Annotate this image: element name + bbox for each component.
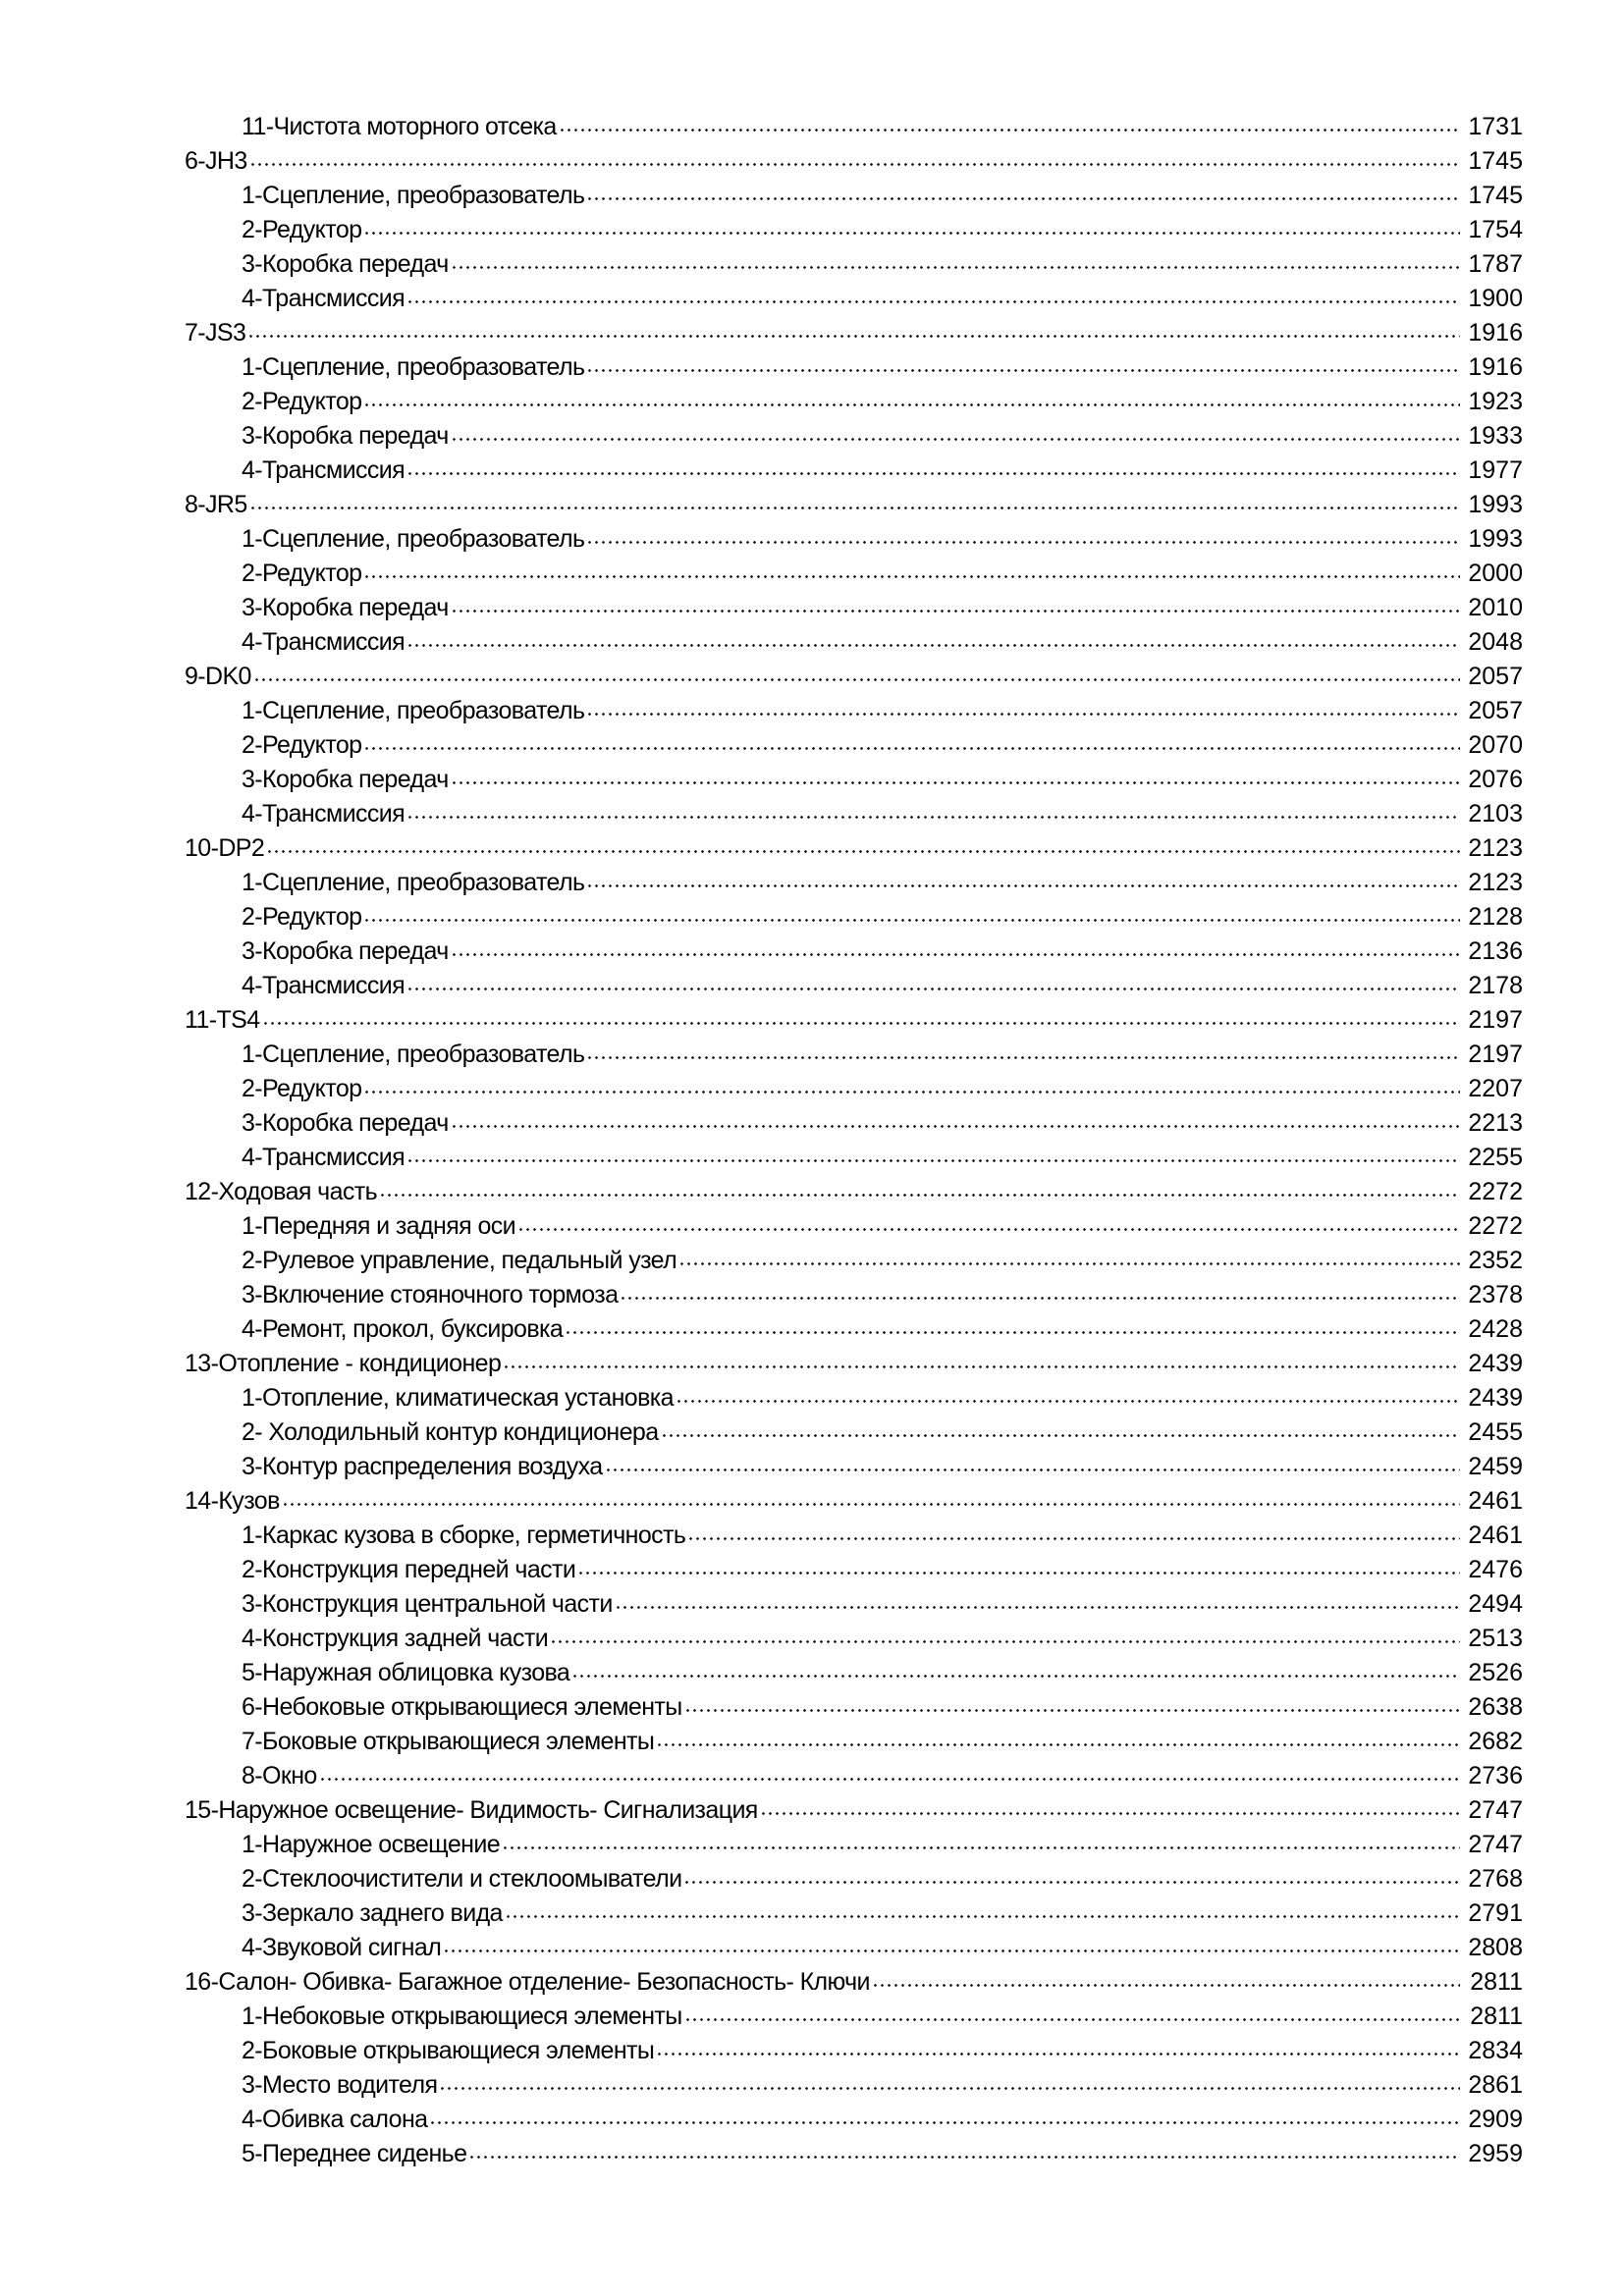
toc-page-number: 2455 bbox=[1468, 1418, 1523, 1446]
dot-leader bbox=[406, 300, 1460, 303]
toc-subsection-entry[interactable] bbox=[185, 1725, 1523, 1759]
toc-subsection-entry[interactable] bbox=[185, 282, 1523, 316]
toc-subsection-entry[interactable] bbox=[185, 419, 1523, 454]
dot-leader bbox=[620, 1297, 1460, 1300]
toc-page-number: 2136 bbox=[1468, 937, 1523, 965]
toc-page-number: 1993 bbox=[1468, 525, 1523, 553]
toc-entry-title: 2-Редуктор bbox=[242, 388, 362, 415]
toc-page-number: 2736 bbox=[1468, 1762, 1523, 1789]
toc-entry-title: 10-DP2 bbox=[185, 834, 265, 862]
toc-section-entry[interactable] bbox=[185, 1175, 1523, 1209]
table-of-contents bbox=[185, 110, 1523, 2171]
toc-page-number: 1754 bbox=[1468, 216, 1523, 243]
toc-subsection-entry[interactable] bbox=[185, 1896, 1523, 1931]
toc-entry-title: 3-Коробка передач bbox=[242, 766, 449, 793]
toc-entry-title: 11-TS4 bbox=[185, 1006, 260, 1034]
dot-leader bbox=[605, 1468, 1460, 1471]
dot-leader bbox=[451, 781, 1460, 784]
toc-entry-title: 1-Сцепление, преобразователь bbox=[242, 525, 585, 553]
toc-page-number: 1787 bbox=[1468, 250, 1523, 278]
toc-subsection-entry[interactable] bbox=[185, 1141, 1523, 1175]
toc-subsection-entry[interactable] bbox=[185, 247, 1523, 282]
dot-leader bbox=[249, 163, 1460, 166]
toc-subsection-entry[interactable] bbox=[185, 866, 1523, 900]
dot-leader bbox=[684, 2018, 1460, 2021]
toc-entry-title: 4-Звуковой сигнал bbox=[242, 1934, 442, 1961]
toc-entry-title: 6-Небоковые открывающиеся элементы bbox=[242, 1693, 682, 1721]
toc-subsection-entry[interactable] bbox=[185, 625, 1523, 660]
dot-leader bbox=[247, 335, 1460, 338]
toc-entry-title: 3-Конструкция центральной части bbox=[242, 1590, 613, 1618]
toc-subsection-entry[interactable] bbox=[185, 1106, 1523, 1141]
dot-leader bbox=[586, 369, 1460, 372]
dot-leader bbox=[363, 1091, 1460, 1094]
toc-subsection-entry[interactable] bbox=[185, 1931, 1523, 1965]
dot-leader bbox=[559, 129, 1460, 132]
toc-entry-title: 2-Рулевое управление, педальный узел bbox=[242, 1247, 677, 1274]
dot-leader bbox=[586, 713, 1460, 716]
toc-entry-title: 3-Коробка передач bbox=[242, 594, 449, 621]
toc-subsection-entry[interactable] bbox=[185, 1553, 1523, 1587]
toc-subsection-entry[interactable] bbox=[185, 1415, 1523, 1450]
toc-subsection-entry[interactable] bbox=[185, 1312, 1523, 1347]
dot-leader bbox=[586, 884, 1460, 887]
toc-entry-title: 1-Небоковые открывающиеся элементы bbox=[242, 2002, 682, 2030]
toc-subsection-entry[interactable] bbox=[185, 1622, 1523, 1656]
toc-entry-title: 14-Кузов bbox=[185, 1487, 280, 1515]
toc-page-number: 2811 bbox=[1470, 1968, 1523, 1996]
toc-page-number: 2747 bbox=[1468, 1796, 1523, 1824]
dot-leader bbox=[468, 2156, 1460, 2159]
toc-page-number: 2428 bbox=[1468, 1315, 1523, 1343]
dot-leader bbox=[406, 644, 1460, 647]
toc-subsection-entry[interactable] bbox=[185, 1038, 1523, 1072]
dot-leader bbox=[363, 919, 1460, 922]
toc-entry-title: 1-Наружное освещение bbox=[242, 1831, 501, 1858]
toc-page-number: 2461 bbox=[1468, 1522, 1523, 1549]
toc-entry-title: 4-Трансмиссия bbox=[242, 628, 406, 656]
toc-entry-title: 3-Коробка передач bbox=[242, 422, 449, 450]
dot-leader bbox=[451, 610, 1460, 613]
toc-page-number: 2048 bbox=[1468, 628, 1523, 656]
toc-page-number: 2272 bbox=[1468, 1212, 1523, 1240]
toc-entry-title: 5-Наружная облицовка кузова bbox=[242, 1659, 570, 1686]
toc-section-entry[interactable] bbox=[185, 1347, 1523, 1381]
toc-entry-title: 2-Стеклоочистители и стеклоомыватели bbox=[242, 1865, 682, 1893]
toc-subsection-entry[interactable] bbox=[185, 1828, 1523, 1862]
toc-section-entry[interactable] bbox=[185, 660, 1523, 694]
dot-leader bbox=[505, 1915, 1460, 1918]
dot-leader bbox=[760, 1812, 1460, 1815]
dot-leader bbox=[683, 1881, 1460, 1884]
dot-leader bbox=[249, 507, 1460, 509]
toc-page-number: 2103 bbox=[1468, 800, 1523, 828]
toc-subsection-entry[interactable] bbox=[185, 694, 1523, 728]
toc-entry-title: 4-Конструкция задней части bbox=[242, 1625, 549, 1652]
toc-page-number: 2197 bbox=[1468, 1006, 1523, 1034]
toc-section-entry[interactable] bbox=[185, 144, 1523, 179]
toc-entry-title: 4-Трансмиссия bbox=[242, 1144, 406, 1171]
toc-section-entry[interactable] bbox=[185, 1793, 1523, 1828]
dot-leader bbox=[379, 1194, 1460, 1197]
toc-page-number: 2638 bbox=[1468, 1693, 1523, 1721]
toc-page-number: 2959 bbox=[1468, 2140, 1523, 2167]
toc-entry-title: 1-Сцепление, преобразователь bbox=[242, 182, 585, 209]
toc-page-number: 2128 bbox=[1468, 903, 1523, 931]
toc-subsection-entry[interactable] bbox=[185, 454, 1523, 488]
toc-page-number: 1745 bbox=[1468, 182, 1523, 209]
toc-subsection-entry[interactable] bbox=[185, 2068, 1523, 2103]
toc-page-number: 2461 bbox=[1468, 1487, 1523, 1515]
toc-subsection-entry[interactable] bbox=[185, 797, 1523, 831]
toc-page-number: 1916 bbox=[1468, 353, 1523, 381]
toc-entry-title: 13-Отопление - кондиционер bbox=[185, 1350, 502, 1377]
toc-page-number: 2682 bbox=[1468, 1728, 1523, 1755]
dot-leader bbox=[262, 1022, 1460, 1025]
toc-page-number: 2123 bbox=[1468, 834, 1523, 862]
toc-page-number: 2439 bbox=[1468, 1350, 1523, 1377]
dot-leader bbox=[678, 1262, 1460, 1265]
dot-leader bbox=[451, 266, 1460, 269]
toc-subsection-entry[interactable] bbox=[185, 1519, 1523, 1553]
dot-leader bbox=[517, 1228, 1460, 1231]
toc-entry-title: 12-Ходовая часть bbox=[185, 1178, 378, 1205]
toc-page-number: 2476 bbox=[1468, 1556, 1523, 1583]
toc-page-number: 2378 bbox=[1468, 1281, 1523, 1308]
toc-page-number: 1916 bbox=[1468, 319, 1523, 347]
dot-leader bbox=[363, 747, 1460, 750]
dot-leader bbox=[439, 2087, 1460, 2090]
dot-leader bbox=[872, 1984, 1460, 1987]
toc-entry-title: 16-Салон- Обивка- Багажное отделение- Безопасность- Ключи bbox=[185, 1968, 870, 1996]
toc-subsection-entry[interactable] bbox=[185, 1587, 1523, 1622]
toc-page-number: 1933 bbox=[1468, 422, 1523, 450]
toc-section-entry[interactable] bbox=[185, 1965, 1523, 2000]
toc-subsection-entry[interactable] bbox=[185, 591, 1523, 625]
toc-entry-title: 15-Наружное освещение- Видимость- Сигнализация bbox=[185, 1796, 758, 1824]
toc-entry-title: 3-Зеркало заднего вида bbox=[242, 1899, 503, 1927]
toc-page-number: 2808 bbox=[1468, 1934, 1523, 1961]
dot-leader bbox=[586, 197, 1460, 200]
dot-leader bbox=[253, 678, 1460, 681]
dot-leader bbox=[406, 988, 1460, 990]
toc-page-number: 2811 bbox=[1470, 2002, 1523, 2030]
dot-leader bbox=[406, 472, 1460, 475]
toc-subsection-entry[interactable] bbox=[185, 385, 1523, 419]
toc-subsection-entry[interactable] bbox=[185, 350, 1523, 385]
toc-subsection-entry[interactable] bbox=[185, 763, 1523, 797]
toc-entry-title: 3-Коробка передач bbox=[242, 250, 449, 278]
toc-entry-title: 5-Переднее сиденье bbox=[242, 2140, 467, 2167]
dot-leader bbox=[661, 1434, 1460, 1437]
toc-subsection-entry[interactable] bbox=[185, 213, 1523, 247]
dot-leader bbox=[502, 1846, 1460, 1849]
toc-page-number: 2439 bbox=[1468, 1384, 1523, 1412]
toc-entry-title: 2-Конструкция передней части bbox=[242, 1556, 576, 1583]
toc-entry-title: 4-Трансмиссия bbox=[242, 972, 406, 999]
toc-page-number: 1977 bbox=[1468, 456, 1523, 484]
dot-leader bbox=[443, 1949, 1460, 1952]
dot-leader bbox=[363, 232, 1460, 235]
toc-entry-title: 4-Обивка салона bbox=[242, 2106, 428, 2133]
toc-subsection-entry[interactable] bbox=[185, 2000, 1523, 2034]
toc-subsection-entry[interactable] bbox=[185, 2034, 1523, 2068]
toc-subsection-entry[interactable] bbox=[185, 557, 1523, 591]
dot-leader bbox=[565, 1331, 1460, 1334]
toc-entry-title: 2-Редуктор bbox=[242, 1075, 362, 1102]
toc-section-entry[interactable] bbox=[185, 316, 1523, 350]
toc-entry-title: 2-Боковые открывающиеся элементы bbox=[242, 2037, 655, 2064]
dot-leader bbox=[676, 1400, 1460, 1403]
toc-page-number: 1900 bbox=[1468, 285, 1523, 312]
toc-subsection-entry[interactable] bbox=[185, 2103, 1523, 2137]
toc-page-number: 2207 bbox=[1468, 1075, 1523, 1102]
toc-entry-title: 7-JS3 bbox=[185, 319, 246, 347]
toc-subsection-entry[interactable] bbox=[185, 1209, 1523, 1244]
dot-leader bbox=[503, 1365, 1460, 1368]
toc-page-number: 2861 bbox=[1468, 2071, 1523, 2099]
toc-entry-title: 1-Сцепление, преобразователь bbox=[242, 353, 585, 381]
toc-subsection-entry[interactable] bbox=[185, 110, 1523, 144]
toc-entry-title: 2-Редуктор bbox=[242, 560, 362, 587]
toc-page-number: 2513 bbox=[1468, 1625, 1523, 1652]
toc-page-number: 2834 bbox=[1468, 2037, 1523, 2064]
dot-leader bbox=[550, 1640, 1460, 1643]
dot-leader bbox=[282, 1503, 1460, 1506]
toc-page-number: 2123 bbox=[1468, 869, 1523, 896]
dot-leader bbox=[586, 1056, 1460, 1059]
toc-subsection-entry[interactable] bbox=[185, 1072, 1523, 1106]
toc-section-entry[interactable] bbox=[185, 1484, 1523, 1519]
dot-leader bbox=[363, 403, 1460, 406]
toc-entry-title: 3-Контур распределения воздуха bbox=[242, 1453, 603, 1480]
toc-subsection-entry[interactable] bbox=[185, 1656, 1523, 1690]
dot-leader bbox=[319, 1778, 1460, 1781]
toc-page-number: 2057 bbox=[1468, 697, 1523, 724]
toc-subsection-entry[interactable] bbox=[185, 1450, 1523, 1484]
toc-subsection-entry[interactable] bbox=[185, 179, 1523, 213]
dot-leader bbox=[615, 1606, 1460, 1609]
toc-subsection-entry[interactable] bbox=[185, 1381, 1523, 1415]
toc-subsection-entry[interactable] bbox=[185, 969, 1523, 1003]
toc-entry-title: 1-Передняя и задняя оси bbox=[242, 1212, 516, 1240]
toc-entry-title: 4-Ремонт, прокол, буксировка bbox=[242, 1315, 564, 1343]
toc-page-number: 2352 bbox=[1468, 1247, 1523, 1274]
toc-entry-title: 6-JH3 bbox=[185, 147, 247, 175]
toc-entry-title: 11-Чистота моторного отсека bbox=[242, 113, 557, 140]
toc-page-number: 2768 bbox=[1468, 1865, 1523, 1893]
toc-entry-title: 2-Редуктор bbox=[242, 903, 362, 931]
dot-leader bbox=[656, 1743, 1460, 1746]
toc-page-number: 2272 bbox=[1468, 1178, 1523, 1205]
toc-page-number: 2057 bbox=[1468, 663, 1523, 690]
toc-subsection-entry[interactable] bbox=[185, 522, 1523, 557]
toc-subsection-entry[interactable] bbox=[185, 900, 1523, 934]
toc-page-number: 2213 bbox=[1468, 1109, 1523, 1137]
dot-leader bbox=[451, 1125, 1460, 1128]
toc-subsection-entry[interactable] bbox=[185, 1759, 1523, 1793]
dot-leader bbox=[429, 2121, 1460, 2124]
toc-page-number: 2791 bbox=[1468, 1899, 1523, 1927]
toc-subsection-entry[interactable] bbox=[185, 1278, 1523, 1312]
toc-page-number: 1731 bbox=[1468, 113, 1523, 140]
dot-leader bbox=[406, 816, 1460, 819]
dot-leader bbox=[656, 2053, 1460, 2056]
toc-entry-title: 7-Боковые открывающиеся элементы bbox=[242, 1728, 655, 1755]
toc-page-number: 2494 bbox=[1468, 1590, 1523, 1618]
dot-leader bbox=[451, 953, 1460, 956]
dot-leader bbox=[577, 1572, 1460, 1575]
toc-entry-title: 1-Сцепление, преобразователь bbox=[242, 697, 585, 724]
toc-entry-title: 1-Сцепление, преобразователь bbox=[242, 869, 585, 896]
toc-subsection-entry[interactable] bbox=[185, 2137, 1523, 2171]
toc-entry-title: 3-Место водителя bbox=[242, 2071, 438, 2099]
dot-leader bbox=[266, 850, 1460, 853]
toc-entry-title: 4-Трансмиссия bbox=[242, 456, 406, 484]
toc-page-number: 2076 bbox=[1468, 766, 1523, 793]
toc-entry-title: 4-Трансмиссия bbox=[242, 285, 406, 312]
toc-page-number: 2070 bbox=[1468, 731, 1523, 759]
toc-page-number: 2178 bbox=[1468, 972, 1523, 999]
toc-subsection-entry[interactable] bbox=[185, 728, 1523, 763]
toc-page-number: 1923 bbox=[1468, 388, 1523, 415]
toc-page-number: 2255 bbox=[1468, 1144, 1523, 1171]
dot-leader bbox=[363, 575, 1460, 578]
toc-entry-title: 2-Редуктор bbox=[242, 731, 362, 759]
toc-entry-title: 8-Окно bbox=[242, 1762, 317, 1789]
toc-subsection-entry[interactable] bbox=[185, 1690, 1523, 1725]
dot-leader bbox=[571, 1675, 1460, 1678]
toc-subsection-entry[interactable] bbox=[185, 1244, 1523, 1278]
toc-page-number: 2526 bbox=[1468, 1659, 1523, 1686]
toc-entry-title: 9-DK0 bbox=[185, 663, 251, 690]
toc-entry-title: 2-Редуктор bbox=[242, 216, 362, 243]
toc-page-number: 2459 bbox=[1468, 1453, 1523, 1480]
dot-leader bbox=[406, 1159, 1460, 1162]
toc-entry-title: 8-JR5 bbox=[185, 491, 247, 518]
toc-entry-title: 3-Включение стояночного тормоза bbox=[242, 1281, 619, 1308]
toc-section-entry[interactable] bbox=[185, 831, 1523, 866]
toc-entry-title: 4-Трансмиссия bbox=[242, 800, 406, 828]
toc-entry-title: 1-Каркас кузова в сборке, герметичность bbox=[242, 1522, 686, 1549]
toc-page-number: 1993 bbox=[1468, 491, 1523, 518]
dot-leader bbox=[586, 541, 1460, 544]
toc-section-entry[interactable] bbox=[185, 1003, 1523, 1038]
toc-page-number: 2010 bbox=[1468, 594, 1523, 621]
toc-entry-title: 1-Отопление, климатическая установка bbox=[242, 1384, 674, 1412]
dot-leader bbox=[451, 438, 1460, 441]
toc-section-entry[interactable] bbox=[185, 488, 1523, 522]
toc-entry-title: 1-Сцепление, преобразователь bbox=[242, 1041, 585, 1068]
dot-leader bbox=[684, 1709, 1460, 1712]
toc-page-number: 1745 bbox=[1468, 147, 1523, 175]
toc-page-number: 2000 bbox=[1468, 560, 1523, 587]
dot-leader bbox=[687, 1537, 1460, 1540]
toc-page-number: 2909 bbox=[1468, 2106, 1523, 2133]
toc-subsection-entry[interactable] bbox=[185, 1862, 1523, 1896]
toc-page-number: 2197 bbox=[1468, 1041, 1523, 1068]
toc-entry-title: 3-Коробка передач bbox=[242, 1109, 449, 1137]
toc-entry-title: 3-Коробка передач bbox=[242, 937, 449, 965]
toc-entry-title: 2- Холодильный контур кондиционера bbox=[242, 1418, 659, 1446]
toc-subsection-entry[interactable] bbox=[185, 934, 1523, 969]
toc-page-number: 2747 bbox=[1468, 1831, 1523, 1858]
